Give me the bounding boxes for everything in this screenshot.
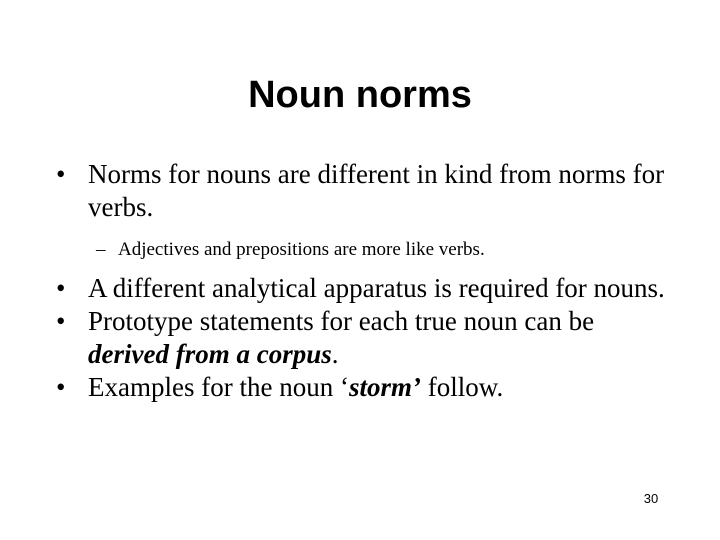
bullet-item xyxy=(56,305,676,371)
bullet-text-after: follow. xyxy=(420,372,504,402)
bullet-text-before: Examples for the noun ‘ xyxy=(88,372,349,402)
slide-title: Noun norms xyxy=(248,74,472,116)
bullet-emphasis: storm’ xyxy=(348,372,421,402)
bullet-item xyxy=(56,158,676,224)
sub-bullet-text: Adjectives and prepositions are more like verbs. xyxy=(118,239,485,260)
bullet-text-after: . xyxy=(331,339,339,369)
bullet-text: A different analytical apparatus is required for nouns. xyxy=(88,273,665,303)
page-number: 30 xyxy=(643,491,659,506)
sub-bullet-item xyxy=(56,238,676,262)
slide-body xyxy=(56,158,676,404)
bullet-icon: • xyxy=(56,159,66,189)
bullet-item xyxy=(56,371,676,404)
bullet-icon: • xyxy=(56,372,66,402)
bullet-text: Norms for nouns are different in kind from norms for verbs. xyxy=(88,159,665,222)
bullet-text-before: Prototype statements for each true noun can be xyxy=(88,306,595,336)
bullet-icon: • xyxy=(56,273,66,303)
bullet-emphasis: derived from a corpus xyxy=(88,339,332,369)
bullet-icon: • xyxy=(56,306,66,336)
bullet-item xyxy=(56,272,676,305)
dash-icon: – xyxy=(96,239,106,260)
